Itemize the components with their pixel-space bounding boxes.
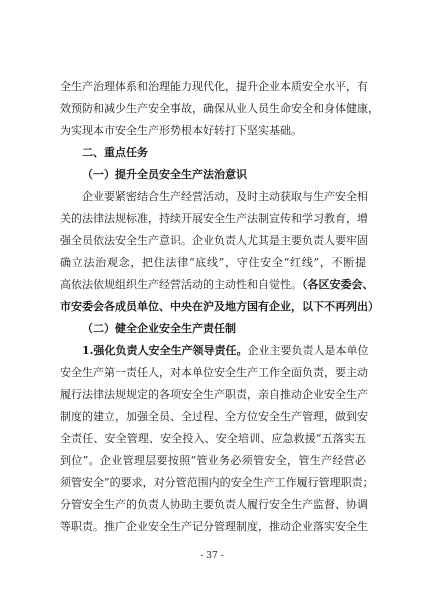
paragraph-line <box>82 344 369 358</box>
item-heading: 1.强化负责人安全生产领导责任。 <box>82 344 248 357</box>
paragraph-line: 等职责。推广企业安全生产记分管理制度，推动企业落实安全生 <box>60 520 368 533</box>
paragraph-line: 强全员依法安全生产意识。企业负责人尤其是主要负责人要牢固 <box>60 234 368 247</box>
paragraph-line: 关的法律法规标准，持续开展安全生产法制宣传和学习教育，增 <box>60 212 368 225</box>
paragraph-line: 分管安全生产的负责人协助主要负责人履行安全生产监督、协调 <box>60 498 368 511</box>
responsible-units-note: 市安委会各成员单位、中央在沪及地方国有企业，以下不再列出） <box>60 300 379 313</box>
paragraph-line: 到位”。企业管理层要按照“管业务必须管安全，管生产经营必 <box>60 454 366 467</box>
page-number: - 37 - <box>200 551 224 561</box>
paragraph-line: 效预防和减少生产安全事故，确保从业人员生命安全和身体健康， <box>60 102 379 115</box>
paragraph-line: 确立法治观念，把住法律“底线”，守住安全“红线”，不断提 <box>60 256 366 269</box>
paragraph-line: 制度的建立，加强全员、全过程、全方位安全生产管理，做到安 <box>60 410 368 423</box>
paragraph-line: 全责任、安全管理、安全投入、安全培训、应急救援“五落实五 <box>60 432 366 445</box>
subsection-heading: （二）健全企业安全生产责任制 <box>82 322 236 335</box>
paragraph-text: 高依法依规组织生产经营活动的主动性和自觉性。 <box>60 278 302 291</box>
paragraph-line: 履行法律法规规定的各项安全生产职责，亲自推动企业安全生产 <box>60 388 368 401</box>
paragraph-line: 全生产治理体系和治理能力现代化，提升企业本质安全水平，有 <box>60 80 368 93</box>
paragraph-line: 须管安全”的要求，对分管范围内的安全生产工作履行管理职责； <box>60 476 374 489</box>
subsection-heading: （一）提升全员安全生产法治意识 <box>82 168 247 181</box>
paragraph-line: 为实现本市安全生产形势根本好转打下坚实基础。 <box>60 124 302 137</box>
paragraph-text: 企业主要负责人是本单位 <box>247 344 369 357</box>
paragraph-line: 企业要紧密结合生产经营活动，及时主动获取与生产安全相 <box>82 190 368 203</box>
section-heading: 二、重点任务 <box>82 146 148 159</box>
responsible-units-note: （各区安委会、 <box>302 278 374 291</box>
paragraph-line <box>60 278 374 292</box>
paragraph-line: 安全生产第一责任人，对本单位安全生产工作全面负责，要主动 <box>60 366 368 379</box>
